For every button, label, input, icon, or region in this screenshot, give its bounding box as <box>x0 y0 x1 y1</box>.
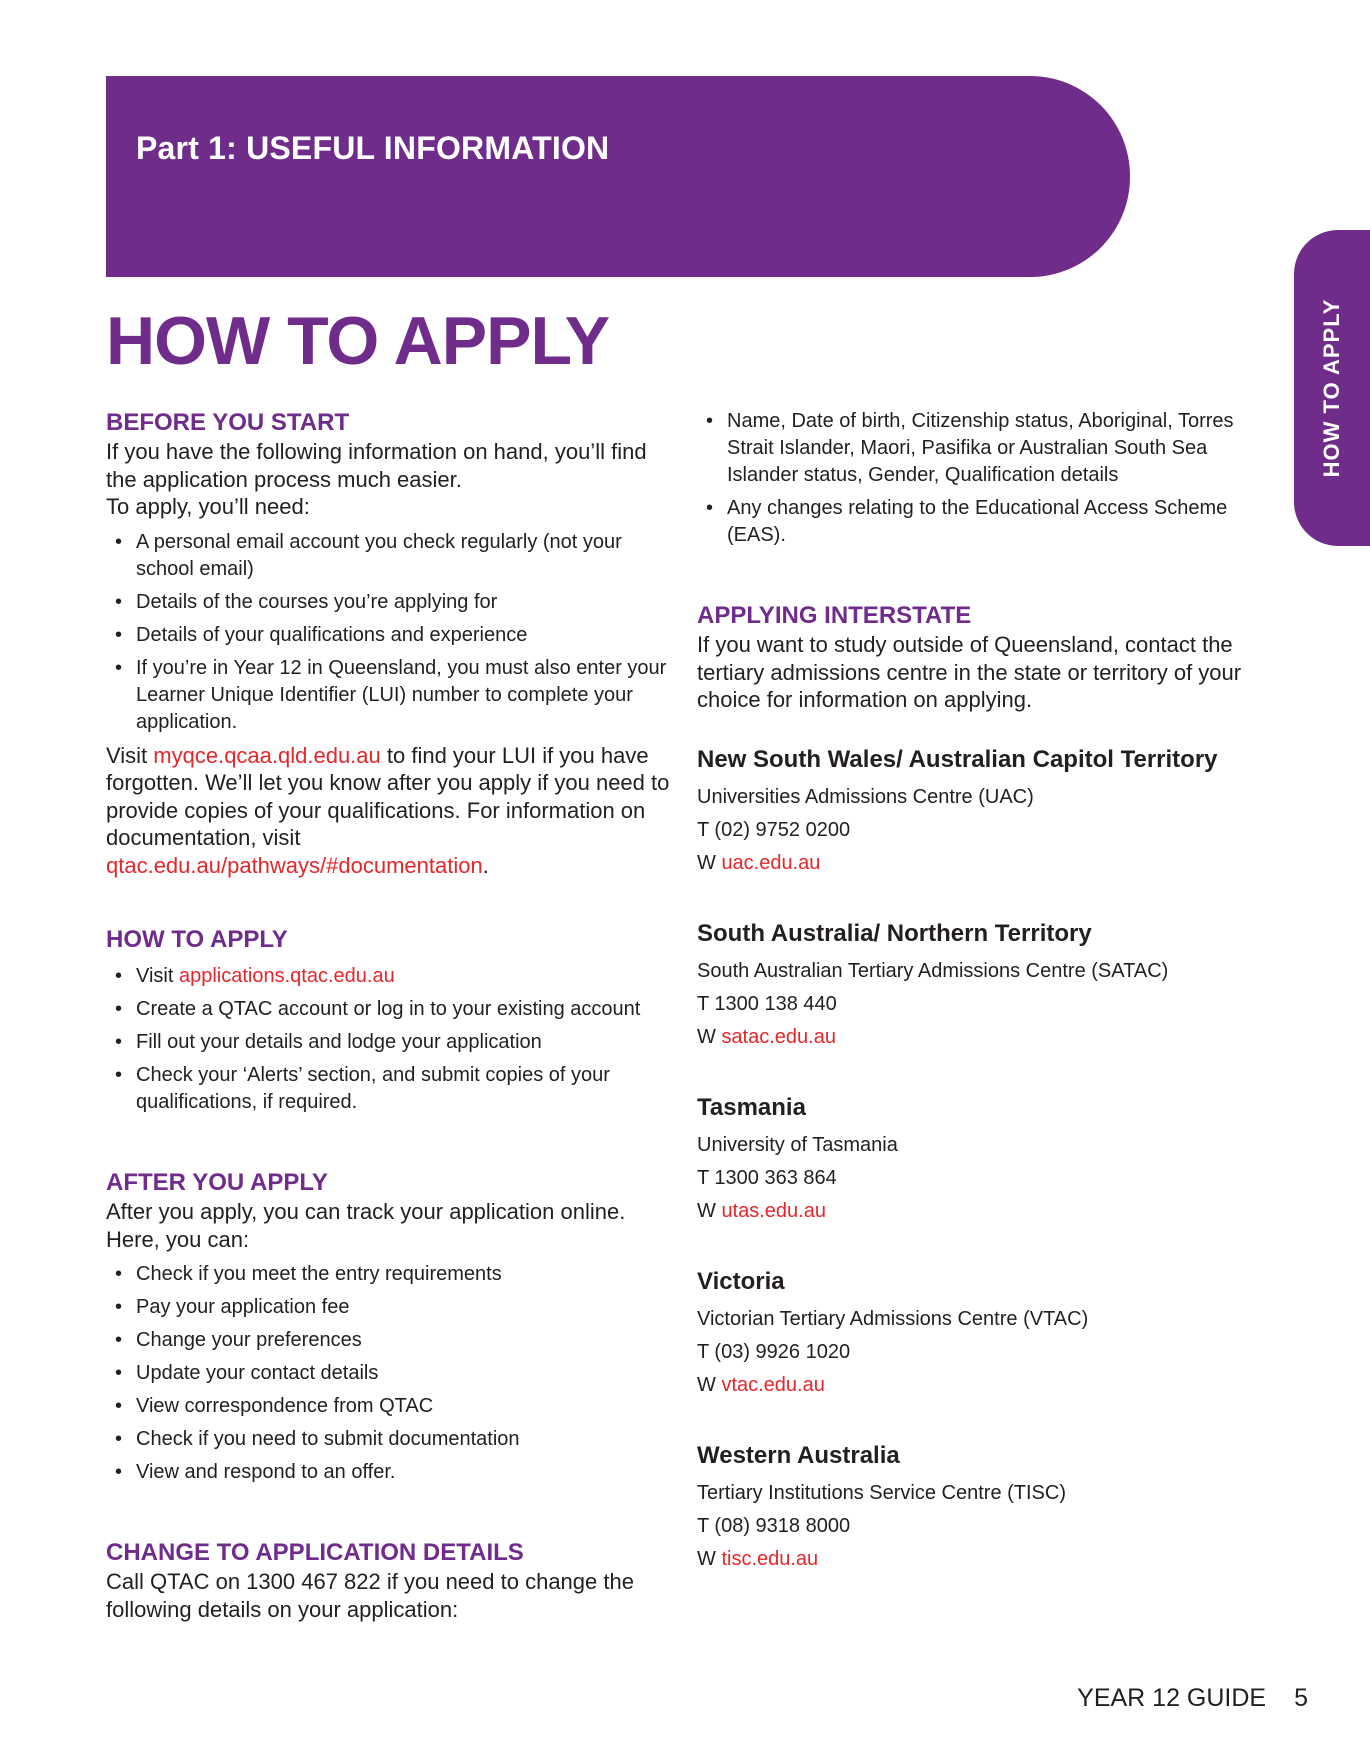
page-number: 5 <box>1294 1684 1308 1712</box>
change-details-intro: Call QTAC on 1300 467 822 if you need to change the following details on your application: <box>106 1569 634 1622</box>
region-centre: Tertiary Institutions Service Centre (TISC) <box>697 1482 1066 1505</box>
applying-interstate-heading: APPLYING INTERSTATE <box>697 602 972 629</box>
region-phone: T (03) 9926 1020 <box>697 1341 851 1364</box>
web-prefix: W <box>697 1548 722 1571</box>
documentation-link[interactable]: qtac.edu.au/pathways/#documentation <box>106 852 483 878</box>
guide-title: YEAR 12 GUIDE <box>1077 1684 1267 1712</box>
visit-text: Visit <box>136 965 179 987</box>
region-name: Western Australia <box>697 1442 900 1470</box>
list-item: • Check your ‘Alerts’ section, and submit copies of your qualifications, if required. <box>106 1062 676 1116</box>
lui-visit-text: Visit <box>106 742 154 768</box>
region-block <box>697 918 1279 1054</box>
region-block <box>697 1440 1279 1576</box>
region-web-link[interactable]: tisc.edu.au <box>721 1548 819 1571</box>
list-item: • View correspondence from QTAC <box>106 1393 676 1420</box>
before-you-start-heading: BEFORE YOU START <box>106 409 350 436</box>
list-item: • Details of the courses you’re applying for <box>106 589 676 616</box>
after-you-apply-heading: AFTER YOU APPLY <box>106 1169 328 1196</box>
region-web <box>697 1543 1279 1576</box>
list-item: • Name, Date of birth, Citizenship status, Aboriginal, Torres Strait Islander, Maori, Pasifika or Australian South Sea Islander status, Gender, Qualification details <box>697 408 1279 489</box>
web-prefix: W <box>697 851 722 874</box>
how-to-apply-list <box>106 963 676 1116</box>
side-tab[interactable] <box>1294 230 1370 546</box>
region-block <box>697 1266 1279 1402</box>
change-details-list <box>697 408 1279 549</box>
list-item: • Change your preferences <box>106 1327 676 1354</box>
region-web <box>697 847 1279 880</box>
region-centre: University of Tasmania <box>697 1134 898 1157</box>
region-web <box>697 1369 1279 1402</box>
right-column <box>697 408 1279 1576</box>
how-to-apply-heading: HOW TO APPLY <box>106 926 288 953</box>
region-web <box>697 1021 1279 1054</box>
list-item: • Update your contact details <box>106 1360 676 1387</box>
list-item: • Fill out your details and lodge your application <box>106 1029 676 1056</box>
region-block <box>697 1092 1279 1228</box>
region-centre: Universities Admissions Centre (UAC) <box>697 785 1034 808</box>
before-you-start-intro-2: To apply, you’ll need: <box>106 494 310 519</box>
list-item: • Any changes relating to the Educational Access Scheme (EAS). <box>697 495 1279 549</box>
region-phone: T (08) 9318 8000 <box>697 1515 851 1538</box>
list-item: • Check if you need to submit documentation <box>106 1426 676 1453</box>
region-web <box>697 1195 1279 1228</box>
list-item: • Create a QTAC account or log in to your existing account <box>106 996 676 1023</box>
web-prefix: W <box>697 1025 722 1048</box>
page-title: HOW TO APPLY <box>106 303 610 379</box>
after-you-apply-list <box>106 1261 676 1486</box>
region-name: New South Wales/ Australian Capitol Territory <box>697 745 1218 773</box>
list-item: • Check if you meet the entry requirements <box>106 1261 676 1288</box>
region-name: Victoria <box>697 1268 785 1296</box>
list-item <box>106 963 676 990</box>
list-item: • If you’re in Year 12 in Queensland, you must also enter your Learner Unique Identifier (LUI) number to complete your application. <box>106 655 676 736</box>
period: . <box>482 852 489 878</box>
region-name: South Australia/ Northern Territory <box>697 919 1092 947</box>
change-details-heading: CHANGE TO APPLICATION DETAILS <box>106 1539 524 1566</box>
list-item: • A personal email account you check regularly (not your school email) <box>106 529 676 583</box>
region-phone: T 1300 138 440 <box>697 992 837 1015</box>
region-centre: South Australian Tertiary Admissions Centre (SATAC) <box>697 959 1169 982</box>
myqce-link[interactable]: myqce.qcaa.qld.edu.au <box>153 742 381 768</box>
region-web-link[interactable]: uac.edu.au <box>721 851 821 874</box>
region-web-link[interactable]: utas.edu.au <box>721 1200 826 1223</box>
region-phone: T 1300 363 864 <box>697 1167 837 1190</box>
left-column <box>106 408 676 1623</box>
side-tab-label: HOW TO APPLY <box>1319 298 1344 478</box>
region-centre: Victorian Tertiary Admissions Centre (VTAC) <box>697 1308 1089 1331</box>
region-web-link[interactable]: vtac.edu.au <box>721 1374 825 1397</box>
lui-paragraph-text: to find your LUI if you have forgotten. We’ll let you know after you apply if you need to provide copies of your qualifications. For information on documentation, visit <box>106 742 670 850</box>
applications-link[interactable]: applications.qtac.edu.au <box>178 965 395 987</box>
region-phone: T (02) 9752 0200 <box>697 818 851 841</box>
region-name: Tasmania <box>697 1093 806 1121</box>
page-footer <box>1077 1684 1308 1713</box>
list-item: • Details of your qualifications and experience <box>106 622 676 649</box>
web-prefix: W <box>697 1374 722 1397</box>
region-web-link[interactable]: satac.edu.au <box>721 1025 836 1048</box>
banner-title: Part 1: USEFUL INFORMATION <box>136 130 610 166</box>
after-you-apply-intro: After you apply, you can track your application online. Here, you can: <box>106 1199 626 1252</box>
region-block <box>697 744 1279 880</box>
lui-paragraph <box>106 742 676 880</box>
section-banner <box>106 76 1130 277</box>
before-you-start-intro: If you have the following information on hand, you’ll find the application process much easier. <box>106 439 647 492</box>
requirements-list <box>106 529 676 736</box>
list-item: • View and respond to an offer. <box>106 1459 676 1486</box>
applying-interstate-intro: If you want to study outside of Queensland, contact the tertiary admissions centre in the state or territory of your choice for information on applying. <box>697 632 1242 712</box>
list-item: • Pay your application fee <box>106 1294 676 1321</box>
web-prefix: W <box>697 1200 722 1223</box>
